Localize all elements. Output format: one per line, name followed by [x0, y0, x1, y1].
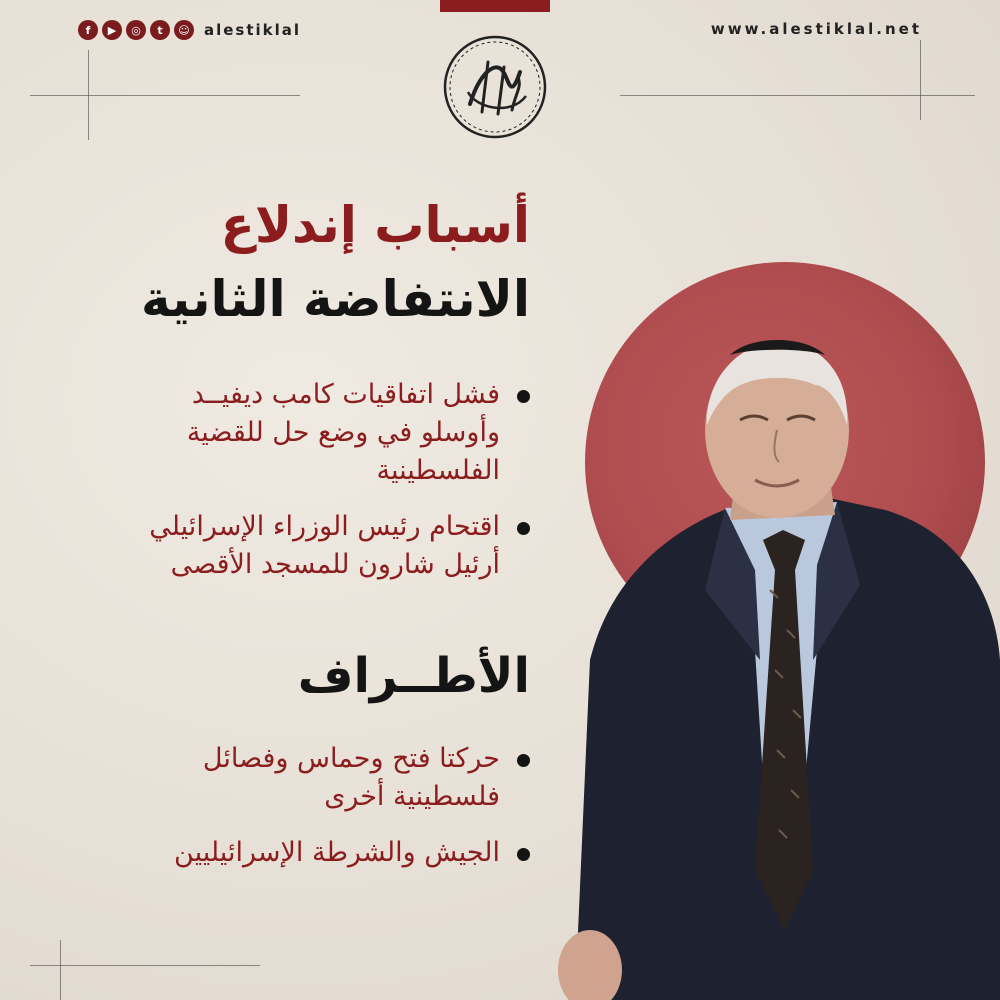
frame-line: [60, 940, 61, 1000]
twitter-icon[interactable]: t: [150, 20, 170, 40]
alestiklal-logo: [440, 32, 550, 142]
bullet-dot: [517, 754, 530, 767]
title-line-2: الانتفاضة الثانية: [141, 270, 530, 328]
frame-line: [30, 95, 300, 96]
causes-list: [120, 376, 530, 602]
list-item: [120, 740, 530, 816]
youtube-icon[interactable]: ▶: [102, 20, 122, 40]
cause-text: اقتحام رئيس الوزراء الإسرائيلي أرئيل شارون للمسجد الأقصى: [149, 511, 500, 580]
snapchat-icon[interactable]: ☺: [174, 20, 194, 40]
title-line-1: أسباب إندلاع: [220, 196, 530, 254]
social-handle[interactable]: alestiklal: [204, 21, 302, 39]
instagram-icon[interactable]: ◎: [126, 20, 146, 40]
parties-list: [120, 740, 530, 890]
list-item: [120, 834, 530, 872]
frame-line: [88, 50, 89, 140]
social-links: [78, 20, 301, 40]
website-url[interactable]: www.alestiklal.net: [710, 20, 922, 38]
frame-line: [920, 40, 921, 120]
bullet-dot: [517, 390, 530, 403]
cause-text: فشل اتفاقيات كامب ديفيــد وأوسلو في وضع حل للقضية الفلسطينية: [186, 379, 500, 486]
bullet-dot: [517, 848, 530, 861]
bullet-dot: [517, 522, 530, 535]
frame-line: [30, 965, 260, 966]
party-text: الجيش والشرطة الإسرائيليين: [174, 837, 500, 868]
top-accent-bar: [440, 0, 550, 12]
party-text: حركتا فتح وحماس وفصائل فلسطينية أخرى: [202, 743, 500, 812]
portrait-photo: [555, 330, 1000, 1000]
frame-line: [620, 95, 975, 96]
list-item: [120, 376, 530, 490]
parties-heading: الأطــراف: [297, 648, 530, 704]
facebook-icon[interactable]: f: [78, 20, 98, 40]
list-item: [120, 508, 530, 584]
